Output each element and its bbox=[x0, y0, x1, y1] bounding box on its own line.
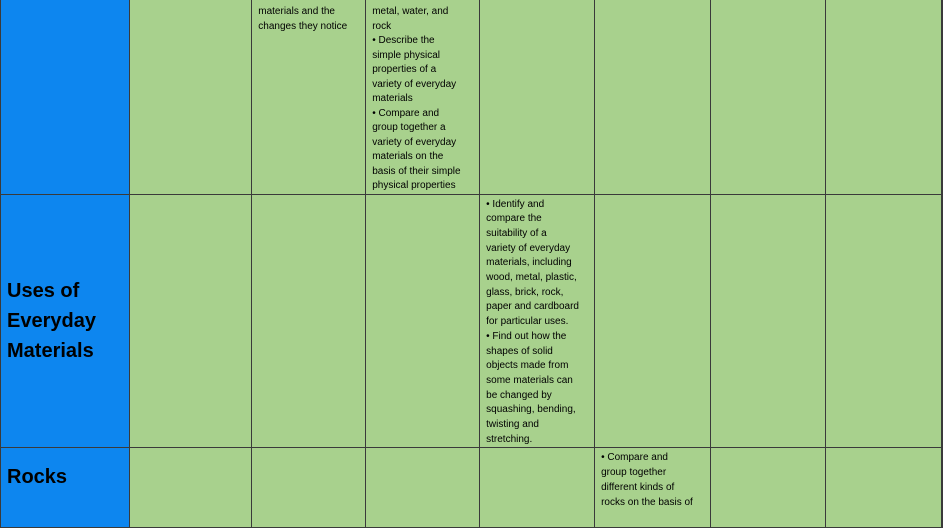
empty-cell[interactable] bbox=[825, 0, 942, 194]
objective-line: variety of everyday bbox=[486, 242, 571, 254]
objective-line: group together bbox=[601, 467, 667, 479]
empty-cell[interactable] bbox=[595, 0, 711, 194]
objective-line: rocks on the basis of bbox=[601, 496, 693, 508]
objective-line: rock bbox=[372, 20, 392, 32]
objective-line: • Compare and bbox=[601, 452, 668, 464]
objective-line: • Compare and bbox=[372, 107, 440, 119]
objective-line: group together a bbox=[372, 122, 446, 133]
empty-cell[interactable] bbox=[942, 448, 943, 528]
empty-cell[interactable] bbox=[825, 194, 942, 448]
topic-title-line: Rocks bbox=[7, 466, 68, 489]
topic-cell[interactable] bbox=[1, 194, 130, 448]
empty-cell[interactable] bbox=[711, 194, 825, 448]
objective-line: twisting and bbox=[486, 419, 539, 431]
empty-cell[interactable] bbox=[252, 448, 366, 528]
topic-title-line: Materials bbox=[7, 339, 94, 362]
objective-line: for particular uses. bbox=[486, 316, 569, 328]
objective-line: metal, water, and bbox=[372, 6, 449, 17]
objective-line: different kinds of bbox=[601, 481, 675, 493]
empty-cell[interactable] bbox=[366, 194, 480, 448]
empty-cell[interactable] bbox=[129, 448, 251, 528]
empty-cell[interactable] bbox=[711, 0, 825, 194]
objective-cell[interactable] bbox=[252, 0, 366, 194]
empty-cell[interactable] bbox=[595, 194, 711, 448]
objective-line: materials, including bbox=[486, 257, 572, 269]
objective-line: shapes of solid bbox=[486, 345, 553, 357]
objective-cell[interactable] bbox=[366, 0, 480, 194]
empty-cell[interactable] bbox=[711, 448, 825, 528]
objective-line: materials bbox=[372, 93, 413, 104]
objective-line: be changed by bbox=[486, 389, 552, 401]
objective-line: wood, metal, plastic, bbox=[486, 272, 577, 284]
objective-line: basis of their simple bbox=[372, 165, 461, 177]
topic-title-line: Everyday bbox=[7, 309, 96, 332]
table-row bbox=[1, 0, 943, 194]
objective-line: glass, brick, rock, bbox=[486, 286, 564, 298]
objective-line: paper and cardboard bbox=[486, 301, 579, 313]
objective-line: variety of everyday bbox=[372, 78, 457, 90]
objective-line: • Describe the bbox=[372, 35, 435, 46]
empty-cell[interactable] bbox=[129, 0, 251, 194]
objective-line: squashing, bending, bbox=[486, 404, 576, 416]
objective-line: materials on the bbox=[372, 151, 444, 162]
empty-cell[interactable] bbox=[825, 448, 942, 528]
empty-cell[interactable] bbox=[942, 0, 943, 194]
topic-title-line: Uses of bbox=[7, 279, 80, 302]
objective-line: compare the bbox=[486, 213, 542, 225]
objective-line: objects made from bbox=[486, 360, 569, 372]
table-row bbox=[1, 448, 943, 528]
objective-line: changes they notice bbox=[258, 20, 348, 32]
objective-line: suitability of a bbox=[486, 227, 547, 239]
objective-line: some materials can bbox=[486, 374, 573, 386]
topic-cell[interactable] bbox=[1, 448, 130, 528]
empty-cell[interactable] bbox=[480, 0, 595, 194]
topic-cell[interactable] bbox=[1, 0, 130, 194]
objective-line: properties of a bbox=[372, 64, 437, 75]
objective-line: • Find out how the bbox=[486, 330, 567, 342]
objective-line: physical properties bbox=[372, 180, 456, 191]
empty-cell[interactable] bbox=[252, 194, 366, 448]
objective-cell[interactable] bbox=[480, 194, 595, 448]
objective-line: simple physical bbox=[372, 49, 441, 61]
empty-cell[interactable] bbox=[942, 194, 943, 448]
objective-cell[interactable] bbox=[595, 448, 711, 528]
objective-line: materials and the bbox=[258, 6, 335, 17]
empty-cell[interactable] bbox=[366, 448, 480, 528]
objective-line: variety of everyday bbox=[372, 136, 457, 148]
empty-cell[interactable] bbox=[480, 448, 595, 528]
objective-line: • Identify and bbox=[486, 198, 545, 210]
empty-cell[interactable] bbox=[129, 194, 251, 448]
objective-line: stretching. bbox=[486, 433, 533, 445]
table-row bbox=[1, 194, 943, 448]
